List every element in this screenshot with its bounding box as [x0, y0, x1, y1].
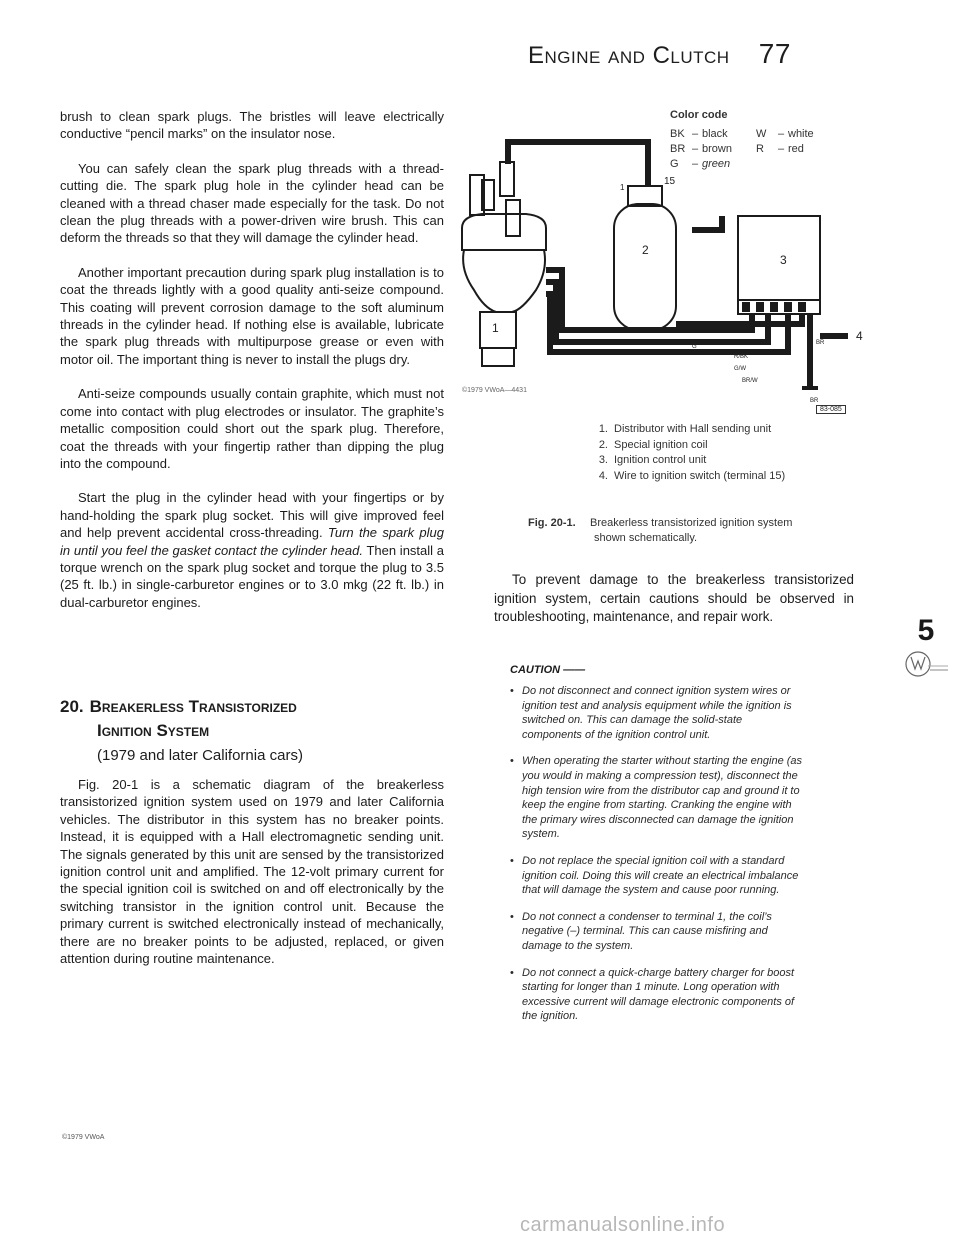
label-wire-number: 4	[856, 329, 863, 343]
label-coil-number: 2	[642, 243, 649, 257]
chapter-title: Engine and Clutch	[528, 42, 730, 69]
caption-text: Breakerless transistorized ignition system	[590, 517, 793, 529]
section-title: Breakerless Transistorized	[89, 697, 297, 716]
cap-tower	[500, 162, 514, 196]
paragraph: brush to clean spark plugs. The bristles will leave electrically conductive “pencil marks” on the insulator nose.	[60, 109, 444, 142]
color-code-row: BR – brown R – red	[670, 142, 842, 157]
figure-legend	[594, 422, 785, 484]
cap-tower	[506, 200, 520, 236]
caution-text: When operating the starter without starting the engine (as you would in making a compression test), disconnect the high tension wire from the distributor cap and ground it to keep the engine from starting. Cranking the engine with the primary wires disconnected can damage the ignition system.	[522, 755, 803, 841]
section-body	[60, 776, 444, 967]
color-code: BR	[670, 143, 686, 155]
vw-logo-icon	[902, 648, 950, 680]
color-code: R	[756, 143, 764, 155]
caution-item: • Do not connect a condenser to terminal 1, the coil’s negative (–) terminal. This can cause misfiring and damage to the system.	[510, 910, 772, 952]
control-unit	[738, 216, 820, 300]
color-name: brown	[702, 143, 732, 155]
color-name: black	[702, 128, 728, 140]
page-copyright: ©1979 VWoA	[62, 1134, 105, 1141]
section-number: 20.	[60, 697, 84, 716]
feed-wire	[692, 216, 722, 230]
legend-text: Distributor with Hall sending unit	[614, 423, 772, 435]
color-code-title: Color code	[670, 109, 728, 121]
label-wire-g: G	[692, 344, 697, 350]
drive-gear	[482, 348, 514, 366]
site-watermark: carmanualsonline.info	[520, 1214, 726, 1236]
coil-wire	[676, 314, 802, 324]
caution-item: • Do not disconnect and connect ignition system wires or ignition test and analysis equipment while the ignition is switched on. This can damage the solid-state components of the ignition control unit.	[510, 685, 792, 741]
caution-text: Do not connect a quick-charge battery charger for boost starting for longer than 1 minute. Long operation with excessive current will damage electronic components of the ignition.	[522, 966, 795, 1023]
paragraph	[60, 489, 444, 611]
left-column-text	[60, 108, 444, 628]
paragraph: To prevent damage to the breakerless transistorized ignition system, certain cautions should be observed in troubleshooting, maintenance, and repair work.	[494, 572, 854, 624]
control-unit-connector	[738, 300, 820, 314]
ground-symbol	[802, 386, 818, 390]
caption-label: Fig. 20-1.	[528, 517, 576, 529]
right-column-intro	[494, 571, 854, 627]
legend-item	[594, 453, 785, 469]
diagram-copyright: ©1979 VWoA—4431	[462, 387, 527, 394]
legend-number: 2.	[598, 438, 608, 451]
paragraph: You can safely clean the spark plug threads with a thread-cutting die. The spark plug hole in the cylinder head can be cleaned with a thread chaser made especially for the task. Do not clean the plug threads with a power-driven wire brush. This can deform the threads so that they will damage the cylinder head.	[60, 160, 444, 246]
label-terminal-15: 15	[664, 176, 676, 187]
color-name: white	[788, 128, 814, 140]
caution-item: • Do not connect a quick-charge battery charger for boost starting for longer than 1 minute. Long operation with excessive current will damage electronic components of the ignition.	[510, 966, 795, 1023]
legend-number: 3.	[598, 454, 608, 466]
distributor-cap	[462, 214, 546, 250]
color-code-legend	[670, 108, 842, 172]
paragraph: Anti-seize compounds usually contain graphite, which must not come into contact with plug electrodes or insulator. The graphite’s metallic composition could short out the spark plug. Therefore, coat the threads with your fingertip rather than dipping the plug into the compound.	[60, 386, 444, 471]
paragraph-emphasis: Turn the spark plug in until you feel the gasket contact the cylinder head.	[60, 525, 444, 558]
color-name: red	[788, 143, 804, 155]
legend-text: Wire to ignition switch (terminal 15)	[614, 469, 786, 482]
chapter-thumb-tab	[902, 614, 950, 684]
label-wire-br-top: BR	[816, 340, 825, 346]
caution-item: • Do not replace the special ignition coil with a standard ignition coil. Doing this will create an electrical imbalance that will damage the system and cause poor running.	[510, 854, 799, 897]
paragraph: Another important precaution during spark plug installation is to coat the threads lightly with a good quality anti-seize compound. This coating will prevent corrosion damage to the soft aluminum threads in the cylinder head. If nothing else is available, lubricate the spark plug threads with multipurpose grease or even with motor oil. The important thing is never to install the plugs dry.	[60, 264, 444, 367]
label-wire-brw: BR/W	[742, 378, 758, 384]
hv-lead-wire	[508, 142, 648, 186]
legend-text: Ignition control unit	[614, 454, 707, 466]
figure-caption	[528, 516, 858, 546]
label-wire-br-bottom: BR	[810, 398, 819, 404]
label-distributor-number: 1	[492, 321, 499, 335]
page-number: 77	[758, 38, 791, 69]
legend-number: 4.	[598, 469, 608, 482]
legend-item	[594, 422, 785, 438]
label-control-unit-number: 3	[780, 253, 787, 267]
color-code: W	[756, 128, 767, 140]
section-title-line2: Ignition System	[97, 721, 210, 740]
legend-item	[594, 469, 785, 485]
paragraph-text: Start the plug in the cylinder head with your fingertips or by hand-holding the spark plug socket. This will give improved feel and help prevent accidental cross-threading.	[60, 490, 444, 541]
label-wire-gw: G/W	[734, 366, 746, 372]
chapter-number: 5	[917, 614, 935, 647]
paragraph-text: Then install a torque wrench on the spark plug socket and torque the plug to 3.5 (25 ft. lb.) in single-carburetor engines or to 3.0 mkg (22 ft. lb.) in dual-carburetor engines.	[60, 542, 444, 610]
legend-item	[594, 438, 785, 454]
color-code: BK	[670, 128, 685, 140]
diagram-reference: 83-085	[816, 405, 846, 414]
label-terminal-1: 1	[620, 183, 625, 192]
section-heading	[60, 697, 460, 764]
caution-heading: CAUTION ——	[510, 664, 586, 676]
color-name: green	[702, 158, 731, 170]
caption-continuation: shown schematically.	[594, 532, 698, 544]
label-wire-rbk: R/BK	[734, 354, 749, 360]
color-code-row: G – green	[670, 158, 731, 170]
color-code: G	[670, 158, 679, 170]
color-code-row: BK – black W – white	[670, 127, 842, 142]
caution-text: Do not replace the special ignition coil with a standard ignition coil. Doing this will create an electrical imbalance that will damage the system and cause poor running.	[522, 854, 799, 897]
caution-list	[508, 684, 804, 1036]
ignition-coil	[614, 204, 676, 330]
section-subtitle: (1979 and later California cars)	[97, 747, 303, 764]
running-header	[528, 38, 791, 70]
paragraph: Fig. 20-1 is a schematic diagram of the breakerless transistorized ignition system used on 1979 and later California vehicles. The distributor in this system has no breaker points. Instead, it is equipped with a Hall electromagnetic sending unit. The signals generated by this unit are sensed by the transistorized ignition control unit and amplified. The 12-volt primary current for the special ignition coil is switched on and off electronically by the switching transistor in the ignition control unit. Because the primary current is switched electronically instead of mechanically, there are no breaker points to be adjusted, replaced, or given attention during routine maintenance.	[60, 777, 444, 967]
caution-text: Do not connect a condenser to terminal 1, the coil’s negative (–) terminal. This can cause misfiring and damage to the system.	[522, 910, 772, 952]
section-title-line1	[60, 697, 460, 717]
caution-item: • When operating the starter without starting the engine (as you would in making a compression test), disconnect the high tension wire from the distributor cap and ground it to keep the engine from starting. Cranking the engine with the primary wires disconnected can damage the ignition system.	[510, 755, 803, 841]
legend-text: Special ignition coil	[614, 438, 708, 451]
caution-text: Do not disconnect and connect ignition system wires or ignition test and analysis equipment while the ignition is switched on. This can damage the solid-state components of the ignition control unit.	[522, 685, 792, 741]
distributor-body	[463, 250, 545, 312]
legend-number: 1.	[598, 423, 608, 435]
